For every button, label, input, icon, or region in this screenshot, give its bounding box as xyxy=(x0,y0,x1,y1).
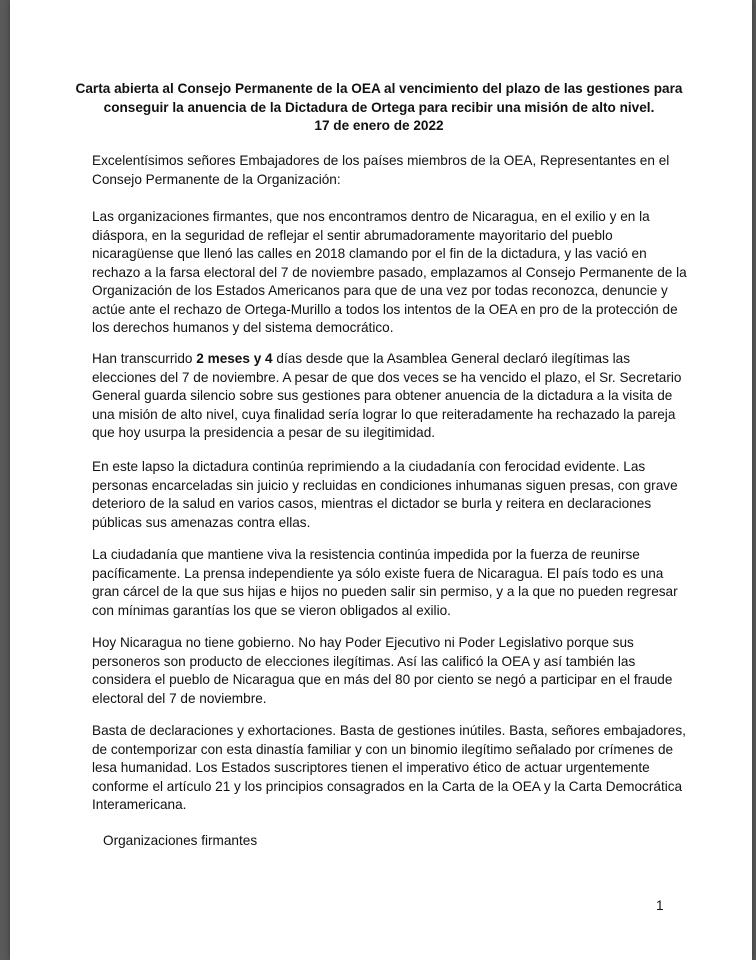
page-number: 1 xyxy=(656,898,664,913)
paragraph-4: La ciudadanía que mantiene viva la resistencia continúa impedida por la fuerza de reunirse pacíficamente. La prensa independiente ya sólo existe fuera de Nicaragua. El país todo es una gran cárcel de la que sus hijas e hijos no pueden salir sin permiso, y a la que no pueden regresar con mínimas garantías los que se vieron obligados al exilio. xyxy=(92,547,678,618)
paragraph-2-rest: días desde que la Asamblea General declaró ilegítimas las elecciones del 7 de noviembre. A pesar de que dos veces se ha vencido el plazo, el Sr. Secretario General guarda silencio sobre sus gestiones para obtener anuencia de la dictadura a la visita de una misión de alto nivel, cuya finalidad sería lograr lo que reiteradamente ha rechazado la pareja que hoy usurpa la presidencia a pesar de su ilegitimidad. xyxy=(92,351,682,440)
title-line-2: conseguir la anuencia de la Dictadura de Ortega para recibir una misión de alto nivel. xyxy=(103,99,655,115)
signoff: Organizaciones firmantes xyxy=(103,833,258,848)
salutation: Excelentísimos señores Embajadores de los países miembros de la OEA, Representantes en el Consejo Permanente de la Organización: xyxy=(92,153,670,187)
paragraph-2-start: Han transcurrido xyxy=(92,351,197,366)
paragraph-2-bold: 2 meses y 4 xyxy=(196,351,273,366)
document-page xyxy=(10,0,752,960)
paragraph-5: Hoy Nicaragua no tiene gobierno. No hay Poder Ejecutivo ni Poder Legislativo porque sus personeros son producto de elecciones ilegítimas. Así las calificó la OEA y así también las considera el pueblo de Nicaragua que en más del 80 por ciento se negó a participar en el fraude electoral del 7 de noviembre. xyxy=(92,635,673,706)
paragraph-2 xyxy=(92,350,692,443)
paragraph-6: Basta de declaraciones y exhortaciones. Basta de gestiones inútiles. Basta, señores embajadores, de contemporizar con esta dinastía familiar y con un binomio ilegítimo señalado por crímenes de lesa humanidad. Los Estados suscriptores tienen el imperativo ético de actuar urgentemente conforme el artículo 21 y los principios consagrados en la Carta de la OEA y la Carta Democrática Interamericana. xyxy=(92,723,686,812)
paragraph-3: En este lapso la dictadura continúa reprimiendo a la ciudadanía con ferocidad evidente. Las personas encarceladas sin juicio y recluidas en condiciones inhumanas siguen presas, con grave deterioro de la salud en varios casos, mientras el dictador se burla y reitera en declaraciones públicas sus amenazas contra ellas. xyxy=(92,459,678,530)
letter-title xyxy=(70,80,688,136)
paragraph-1: Las organizaciones firmantes, que nos encontramos dentro de Nicaragua, en el exilio y en la diáspora, en la seguridad de reflejar el sentir abrumadoramente mayoritario del pueblo nicaragüense que llenó las calles en 2018 clamando por el fin de la dictadura, y las vació en rechazo a la farsa electoral del 7 de noviembre pasado, emplazamos al Consejo Permanente de la Organización de los Estados Americanos para que de una vez por todas reconozca, denuncie y actúe ante el rechazo de Ortega-Murillo a todos los intentos de la OEA en pro de la protección de los derechos humanos y del sistema democrático. xyxy=(92,209,687,335)
title-line-1: Carta abierta al Consejo Permanente de la OEA al vencimiento del plazo de las gestiones para xyxy=(75,81,683,96)
letter-date: 17 de enero de 2022 xyxy=(314,118,444,133)
